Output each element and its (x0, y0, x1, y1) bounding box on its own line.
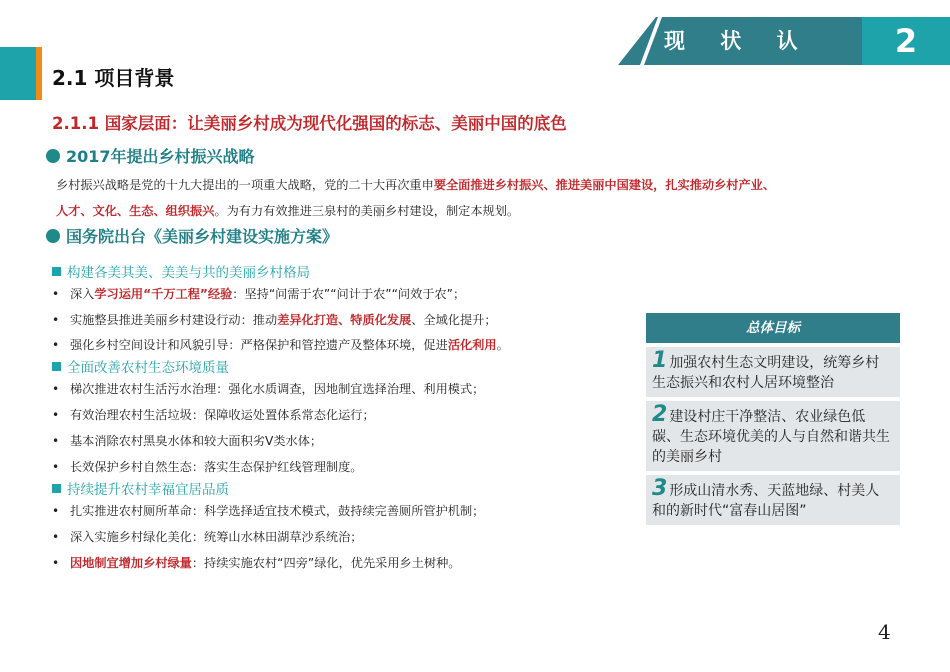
goal-text: 加强农村生态文明建设，统筹乡村生态振兴和农村人居环境整治 (652, 355, 880, 391)
section-title: 2.1 项目背景 (52, 66, 175, 90)
paragraph-text: 。为有力有效推进三泉村的美丽乡村建设，制定本规划。 (214, 204, 520, 218)
goal-number: 3 (652, 476, 668, 501)
item-text: ：坚持“问需于农”“问计于农”“问效于农”； (232, 287, 466, 301)
list-item (52, 554, 460, 571)
square-bullet-icon (52, 362, 61, 371)
banner-number: 2 (862, 17, 950, 65)
bullet-icon: • (52, 338, 60, 352)
item-highlight: 差异化打造、特质化发展 (277, 313, 412, 327)
bullet-icon: • (52, 530, 60, 544)
bullet-icon: • (52, 434, 60, 448)
subsection-title: 2.1.1 国家层面：让美丽乡村成为现代化强国的标志、美丽中国的底色 (52, 114, 567, 133)
paragraph-text: 乡村振兴战略是党的十九大提出的一项重大战略，党的二十大再次重申 (56, 178, 434, 192)
list-item (52, 406, 375, 423)
item-highlight: 学习运用“千万工程”经验 (94, 287, 233, 301)
group2-title: 全面改善农村生态环境质量 (67, 360, 229, 376)
accent-bar-orange (36, 47, 42, 100)
heading-2017-text: 2017年提出乡村振兴战略 (66, 147, 255, 166)
paragraph-highlight: 要全面推进乡村振兴、推进美丽中国建设，扎实推动乡村产业、 (433, 178, 776, 192)
list-item (52, 502, 484, 519)
goal-number: 1 (652, 348, 668, 373)
item-text: 深入实施乡村绿化美化：统筹山水林田湖草沙系统治； (70, 530, 363, 544)
item-text: 。 (496, 338, 509, 352)
banner-label: 现 状 认 知 (664, 29, 812, 101)
circle-bullet-icon (46, 149, 60, 163)
goal-number: 2 (652, 402, 668, 427)
group1-title: 构建各美其美、美美与共的美丽乡村格局 (67, 265, 310, 281)
paragraph-highlight: 人才、文化、生态、组织振兴 (56, 204, 215, 218)
list-item (52, 458, 363, 475)
group2-heading (52, 356, 229, 376)
item-text: 、全域化提升； (411, 313, 497, 327)
item-highlight: 因地制宜增加乡村绿量 (70, 556, 192, 570)
list-item (52, 380, 484, 397)
bullet-icon: • (52, 408, 60, 422)
intro-paragraph (56, 172, 906, 224)
accent-bar-teal (0, 47, 36, 100)
goals-header: 总体目标 (646, 313, 900, 343)
item-text: ：持续实施农村“四旁”绿化，优先采用乡土树种。 (191, 556, 461, 570)
heading-state-council (46, 224, 338, 247)
goal-item (646, 401, 900, 471)
heading-2017 (46, 144, 255, 167)
bullet-icon: • (52, 287, 60, 301)
goal-text: 建设村庄干净整洁、农业绿色低碳、生态环境优美的人与自然和谐共生的美丽乡村 (652, 409, 890, 465)
list-item (52, 311, 497, 328)
item-highlight: 活化利用 (447, 338, 497, 352)
square-bullet-icon (52, 484, 61, 493)
bullet-icon: • (52, 556, 60, 570)
item-text: 强化乡村空间设计和风貌引导：严格保护和管控遗产及整体环境，促进 (70, 338, 448, 352)
list-item (52, 285, 465, 302)
list-item (52, 528, 363, 545)
item-text: 扎实推进农村厕所革命：科学选择适宜技术模式，鼓持续完善厕所管护机制； (70, 504, 485, 518)
bullet-icon: • (52, 313, 60, 327)
item-text: 梯次推进农村生活污水治理：强化水质调查，因地制宜选择治理、利用模式； (70, 382, 485, 396)
bullet-icon: • (52, 382, 60, 396)
bullet-icon: • (52, 504, 60, 518)
group3-heading (52, 478, 229, 498)
item-text: 深入 (70, 287, 95, 301)
page-number: 4 (878, 620, 891, 644)
list-item (52, 432, 322, 449)
goal-item (646, 475, 900, 525)
goal-text: 形成山清水秀、天蓝地绿、村美人和的新时代“富春山居图” (652, 483, 880, 519)
item-text: 基本消除农村黑臭水体和较大面积劣V类水体； (70, 434, 323, 448)
item-text: 长效保护乡村自然生态：落实生态保护红线管理制度。 (70, 460, 363, 474)
group3-title: 持续提升农村幸福宜居品质 (67, 482, 229, 498)
square-bullet-icon (52, 267, 61, 276)
heading-state-council-text: 国务院出台《美丽乡村建设实施方案》 (66, 227, 339, 246)
group1-heading (52, 261, 310, 281)
list-item (52, 336, 509, 353)
item-text: 实施整县推进美丽乡村建设行动：推动 (70, 313, 278, 327)
circle-bullet-icon (46, 229, 60, 243)
item-text: 有效治理农村生活垃圾：保障收运处置体系常态化运行； (70, 408, 375, 422)
bullet-icon: • (52, 460, 60, 474)
goal-item (646, 347, 900, 397)
